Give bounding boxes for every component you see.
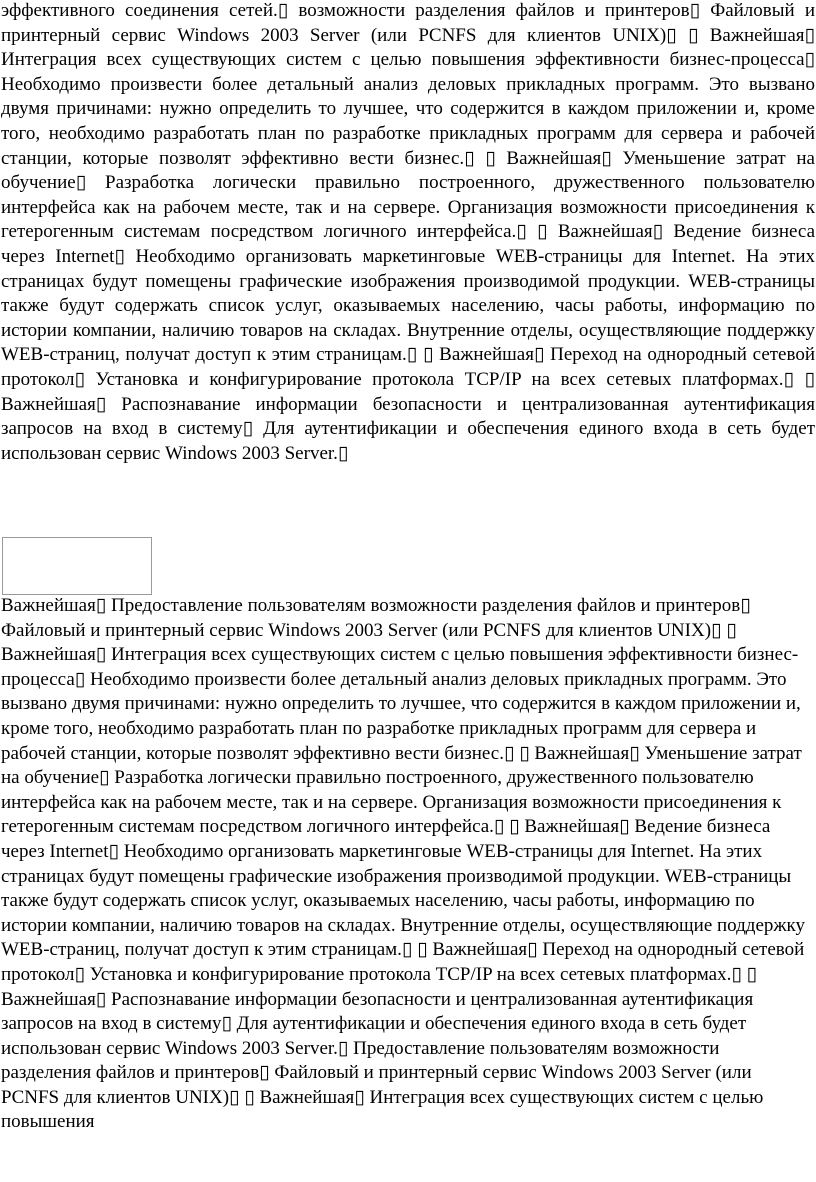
- paragraph-bottom: Важнейшая▯ Предоставление пользователям возможности разделения файлов и принтеров▯ Файловый и принтерный сервис Windows 2003 Server (или PCNFS для клиентов UNIX)▯ ▯ Важнейшая▯ Интеграция всех существующих систем с целью повышения эффективности бизнес-процесса▯ Необходимо произвести более детальный анализ деловых прикладных программ. Это вызвано двумя причинами: нужно определить то лучшее, что содержится в каждом приложении и, кроме того, необходимо разработать план по разработке прикладных программ для сервера и рабочей станции, которые позволят эффективно вести бизнес.▯ ▯ Важнейшая▯ Уменьшение затрат на обучение▯ Разработка логически правильно построенного, дружественного пользователю интерфейса как на рабочем месте, так и на сервере. Организация возможности присоединения к гетерогенным системам посредством логичного интерфейса.▯ ▯ Важнейшая▯ Ведение бизнеса через Internet▯ Необходимо организовать маркетинговые WEB-страницы для Internet. На этих страницах будут помещены графические изображения производимой продукции. WEB-страницы также будут содержать список услуг, оказываемых населению, часы работы, информацию по истории компании, наличию товаров на складах. Внутренние отделы, осуществляющие поддержку WEB-страниц, получат доступ к этим страницам.▯ ▯ Важнейшая▯ Переход на однородный сетевой протокол▯ Установка и конфигурирование протокола TCP/IP на всех сетевых платформах.▯ ▯ Важнейшая▯ Распознавание информации безопасности и централизованная аутентификация запросов на вход в систему▯ Для аутентификации и обеспечения единого входа в сеть будет использован сервис Windows 2003 Server.▯ Предоставление пользователям возможности разделения файлов и принтеров▯ Файловый и принтерный сервис Windows 2003 Server (или PCNFS для клиентов UNIX)▯ ▯ Важнейшая▯ Интеграция всех существующих систем с целью повышения: [1, 595, 805, 1133]
- paragraph-top: эффективного соединения сетей.▯ возможности разделения файлов и принтеров▯ Файловый и принтерный сервис Windows 2003 Server (или PCNFS для клиентов UNIX)▯ ▯ Важнейшая▯ Интеграция всех существующих систем с целью повышения эффективности бизнес-процесса▯ Необходимо произвести более детальный анализ деловых прикладных программ. Это вызвано двумя причинами: нужно определить то лучшее, что содержится в каждом приложении и, кроме того, необходимо разработать план по разработке прикладных программ для сервера и рабочей станции, которые позволят эффективно вести бизнес.▯ ▯ Важнейшая▯ Уменьшение затрат на обучение▯ Разработка логически правильно построенного, дружественного пользователю интерфейса как на рабочем месте, так и на сервере. Организация возможности присоединения к гетерогенным системам посредством логичного интерфейса.▯ ▯ Важнейшая▯ Ведение бизнеса через Internet▯ Необходимо организовать маркетинговые WEB-страницы для Internet. На этих страницах будут помещены графические изображения производимой продукции. WEB-страницы также будут содержать список услуг, оказываемых населению, часы работы, информацию по истории компании, наличию товаров на складах. Внутренние отделы, осуществляющие поддержку WEB-страниц, получат доступ к этим страницам.▯ ▯ Важнейшая▯ Переход на однородный сетевой протокол▯ Установка и конфигурирование протокола TCP/IP на всех сетевых платформах.▯ ▯ Важнейшая▯ Распознавание информации безопасности и централизованная аутентификация запросов на вход в систему▯ Для аутентификации и обеспечения единого входа в сеть будет использован сервис Windows 2003 Server.▯: [1, 0, 815, 464]
- embedded-image-placeholder: [2, 537, 152, 595]
